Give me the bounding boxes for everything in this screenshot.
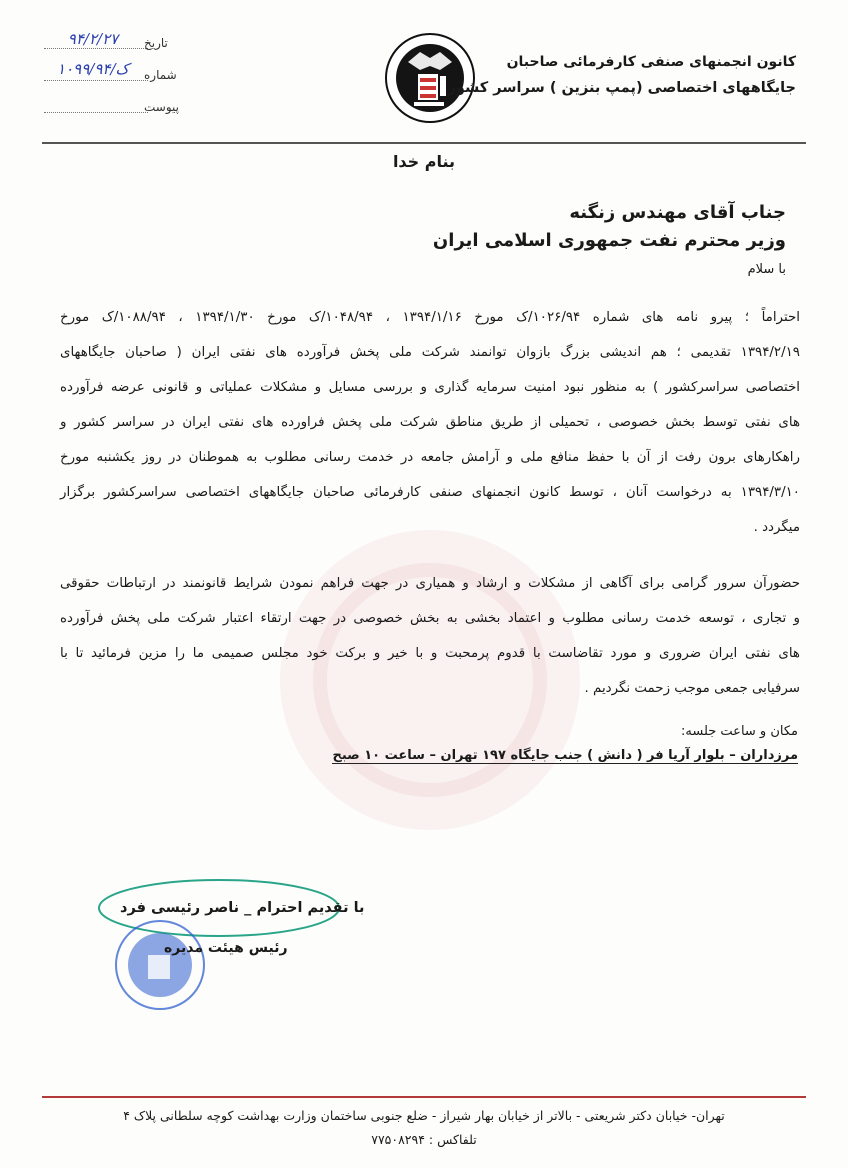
footer-address: تهران- خیابان دکتر شریعتی - بالاتر از خیابان بهار شیراز - ضلع جنوبی ساختمان وزارت بهداشت کوچه سلطانی پلاک ۴ — [123, 1108, 725, 1123]
number-label: شماره — [144, 68, 177, 82]
paragraph-2-line: سرفیابی جمعی موجب زحمت نگردیم . — [584, 681, 800, 696]
greeting: با سلام — [747, 262, 786, 277]
paragraph-1-line: میگردد . — [753, 520, 800, 535]
org-name-line1: کانون انجمنهای صنفی کارفرمائی صاحبان — [506, 54, 796, 70]
footer-divider — [42, 1096, 806, 1098]
paragraph-1-line: ۱۳۹۴/۲/۱۹ تقدیمی ؛ هم اندیشی بزرگ بازوان توانمند شرکت ملی پخش فرآورده های نفتی ایران ( صاحبان جایگاههای — [60, 345, 800, 360]
number-value: ۱۰۹۹/۹۴/ک — [57, 60, 129, 78]
footer-phone: تلفاکس : ۷۷۵۰۸۲۹۴ — [371, 1132, 477, 1147]
paragraph-1 — [60, 300, 800, 545]
date-label: تاریخ — [144, 36, 168, 50]
venue-label: مکان و ساعت جلسه: — [681, 724, 798, 739]
header-divider — [42, 142, 806, 144]
paragraph-1-line: راهکارهای برون رفت از آن با حفظ منافع ملی و آرامش جامعه در خدمت رسانی مطلوب به هموطنان در روز یکشنبه مورخ — [60, 450, 800, 465]
paragraph-2-line: حضورآن سرور گرامی برای آگاهی از مشکلات و ارشاد و همیاری در جهت فراهم نمودن شرایط قانونمند در ارتباطات حقوقی — [60, 576, 800, 591]
official-stamp-icon — [100, 915, 220, 1010]
bismillah-heading: بنام خدا — [392, 152, 456, 171]
addressee-name: جناب آقای مهندس زنگنه — [569, 202, 786, 223]
signature-title: رئیس هیئت مدیره — [164, 940, 288, 956]
attachment-label: پیوست — [144, 100, 179, 114]
paragraph-1-line: ۱۳۹۴/۳/۱۰ به درخواست آنان ، توسط کانون انجمنهای صنفی کارفرمائی صاحبان جایگاههای اختصاصی سراسرکشور برگزار — [60, 485, 800, 500]
date-value: ۹۴/۲/۲۷ — [67, 30, 119, 48]
signature-name: با تقدیم احترام _ ناصر رئیسی فرد — [120, 900, 365, 916]
addressee-title: وزیر محترم نفت جمهوری اسلامی ایران — [432, 230, 786, 251]
paragraph-2 — [60, 566, 800, 706]
paragraph-1-line: احتراماً ؛ پیرو نامه های شماره ۱۰۲۶/۹۴/ک مورخ ۱۳۹۴/۱/۱۶ ، ۱۰۴۸/۹۴/ک مورخ ۱۳۹۴/۱/۳۰ ، ۱۰۸۸/۹۴/ک مورخ — [60, 310, 800, 325]
paragraph-2-line: و تجاری ، توسعه خدمت رسانی مطلوب و اعتماد بخشی به بخش خصوصی در جهت ارتقاء اعتبار شرکت ملی پخش فرآورده — [60, 611, 800, 626]
paragraph-1-line: های نفتی توسط بخش خصوصی ، تحمیلی از طریق مناطق شرکت ملی پخش فراورده های نفتی ایران در سراسر کشور و — [60, 415, 800, 430]
org-name-line2: جایگاههای اختصاصی (پمپ بنزین ) سراسر کشور — [447, 80, 796, 96]
paragraph-1-line: اختصاصی سراسرکشور ) به منظور نبود امنیت سرمایه گذاری و بررسی مسایل و مشکلات عملیاتی و قانونی عرضه فرآورده — [60, 380, 800, 395]
organization-logo-icon — [384, 26, 476, 130]
venue-details: مرزداران – بلوار آریا فر ( دانش ) جنب جایگاه ۱۹۷ تهران – ساعت ۱۰ صبح — [332, 748, 798, 763]
paragraph-2-line: های نفتی ایران ضروری و مورد تقاضاست با قدوم پرمحبت و با خیر و برکت خود مجلس صمیمی ما را مزین فرمائید تا با — [60, 646, 800, 661]
